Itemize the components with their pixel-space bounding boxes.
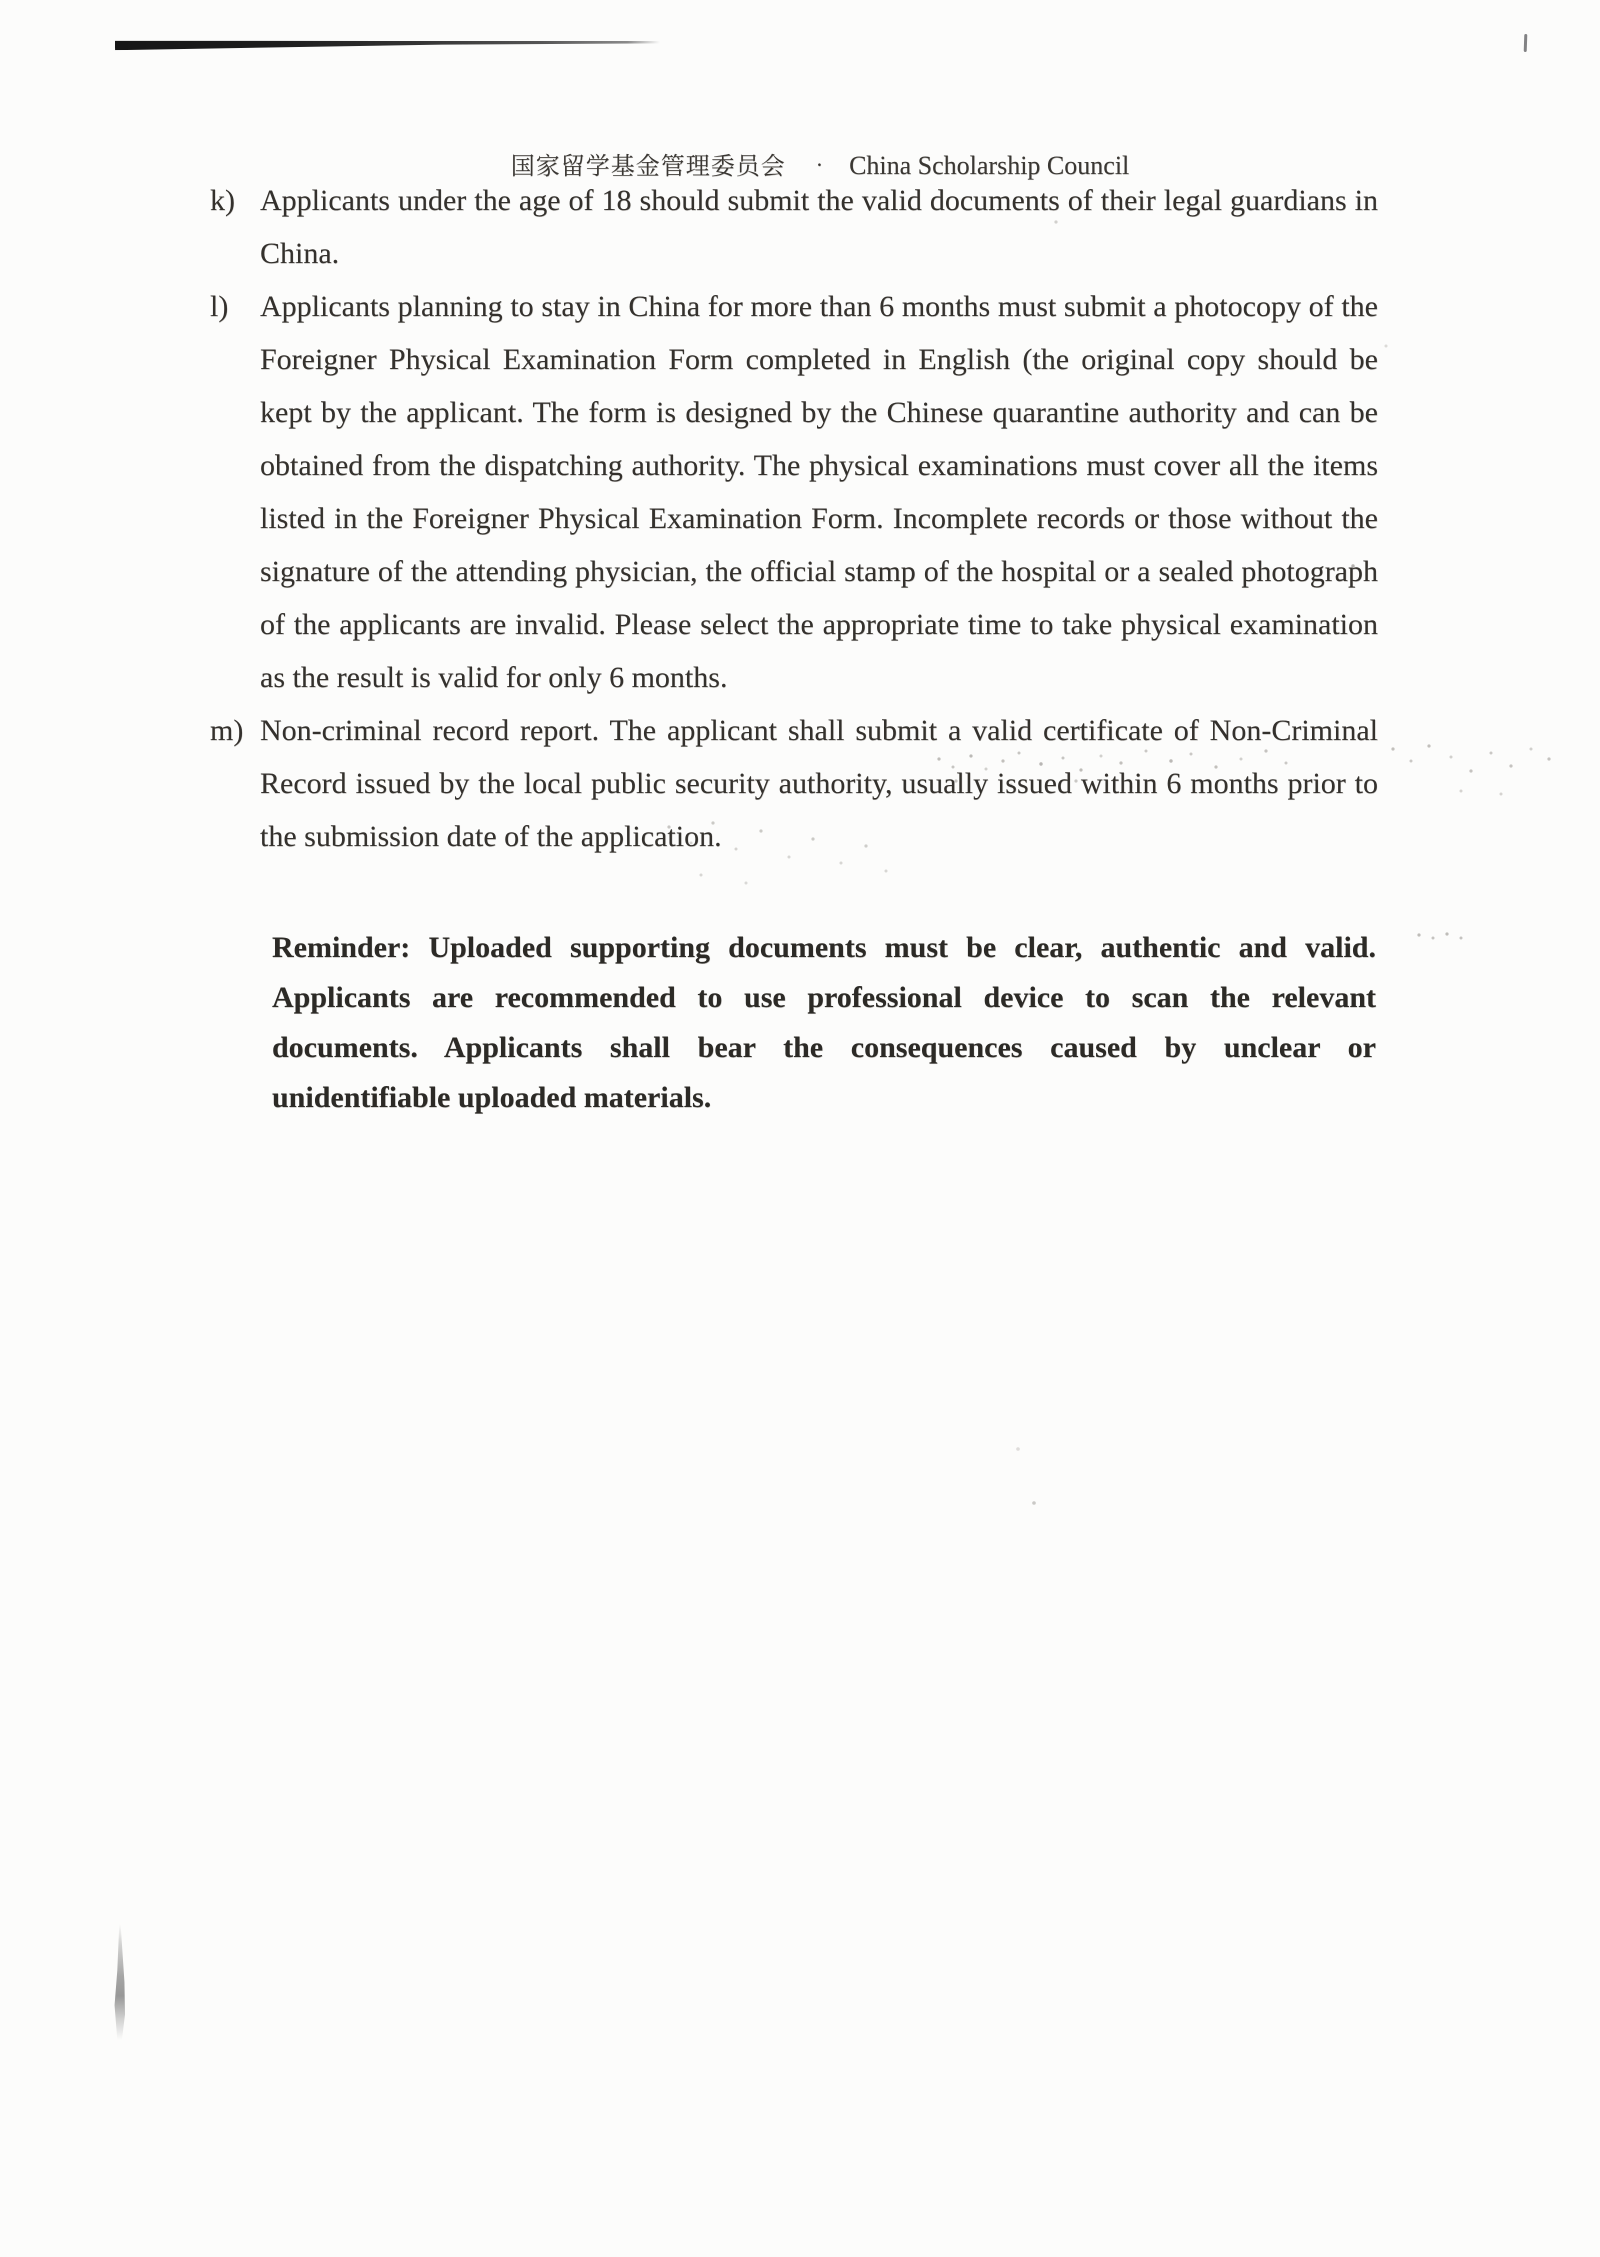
list-item-k — [210, 174, 1378, 280]
scan-tick-artifact — [1524, 34, 1528, 52]
list-item-l — [210, 280, 1378, 704]
list-item-l-label: l) — [210, 290, 229, 323]
scan-streak-artifact — [114, 1924, 125, 2040]
list-item-k-label: k) — [210, 184, 235, 217]
requirements-list — [210, 174, 1378, 863]
reminder-paragraph: Reminder: Uploaded supporting documents must be clear, authentic and valid. Applicants are recommended to use professional device to scan the relevant documents. Applicants shall bear the consequences caused by unclear or unidentifiable uploaded materials. — [272, 931, 1376, 1114]
header-english-title: China Scholarship Council — [849, 151, 1130, 180]
header-chinese-title: 国家留学基金管理委员会 — [510, 152, 786, 180]
list-item-m — [210, 704, 1378, 863]
list-item-k-text: Applicants under the age of 18 should submit the valid documents of their legal guardians in China. — [260, 184, 1378, 270]
header-separator-dot: · — [815, 152, 824, 177]
scan-noise-speckles — [0, 0, 2, 2]
pen-stroke-artifact — [115, 37, 660, 50]
list-item-m-label: m) — [210, 714, 244, 747]
list-item-m-text: Non-criminal record report. The applicant shall submit a valid certificate of Non-Criminal Record issued by the local public security authority, usually issued within 6 months prior to the submission date of the application. — [260, 714, 1378, 853]
list-item-l-text: Applicants planning to stay in China for more than 6 months must submit a photocopy of the Foreigner Physical Examination Form completed in English (the original copy should be kept by the applicant. The form is designed by the Chinese quarantine authority and can be obtained from the dispatching authority. The physical examinations must cover all the items listed in the Foreigner Physical Examination Form. Incomplete records or those without the signature of the attending physician, the official stamp of the hospital or a sealed photograph of the applicants are invalid. Please select the appropriate time to take physical examination as the result is valid for only 6 months. — [260, 290, 1378, 694]
